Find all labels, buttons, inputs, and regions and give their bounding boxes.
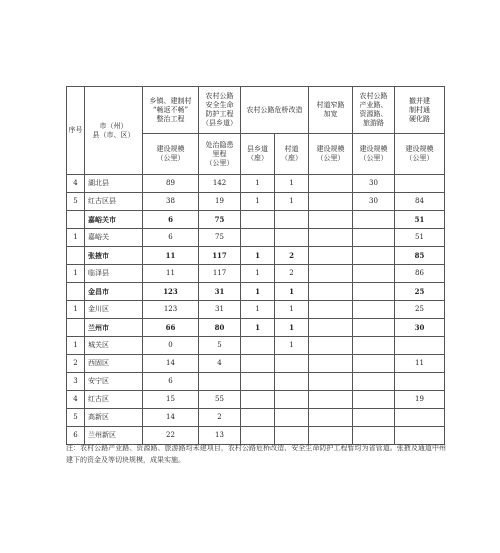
header-col-e: 农村公路 产业路、 资源路、 旅游路 [353,87,395,134]
cell-f [395,175,445,193]
cell-c1: 1 [241,175,275,193]
cell-f: 86 [395,265,445,283]
cell-f [395,373,445,391]
cell-seq [67,319,85,337]
cell-e [353,301,395,319]
cell-c1: 1 [241,283,275,301]
cell-c2 [275,355,309,373]
cell-a: 123 [143,301,199,319]
cell-b: 142 [199,175,241,193]
cell-c1 [241,355,275,373]
cell-c1 [241,409,275,427]
cell-d [309,337,353,355]
table-footnote: 注：农村公路产业路、资源路、旅游路均未建项目，农村公路危桥改造、安全生命防护工程暂均为省管道。张掖及通道中州建下的资金及等切块规模，成果实施。 [66,444,446,464]
cell-d [309,175,353,193]
table-row [67,211,445,229]
header-sub-d: 建设规模 （公里） [309,134,353,175]
cell-c2: 1 [275,337,309,355]
header-col-b: 农村公路 安全生命 防护工程 （县乡道） [199,87,241,134]
table-row [67,229,445,247]
header-col-d: 村道窄路 加宽 [309,87,353,134]
cell-c1: 1 [241,247,275,265]
cell-name: 兰州市 [85,319,143,337]
document-page [66,86,444,445]
cell-e [353,337,395,355]
cell-c1: 1 [241,265,275,283]
cell-e: 30 [353,193,395,211]
cell-name: 张掖市 [85,247,143,265]
cell-d [309,409,353,427]
cell-d [309,319,353,337]
header-sub-c1: 县乡道 （座） [241,134,275,175]
header-row-1 [67,87,445,134]
table-row [67,265,445,283]
cell-name: 兰州新区 [85,427,143,445]
header-sub-b: 处治隐患 里程 （公里） [199,134,241,175]
cell-d [309,391,353,409]
cell-seq: 1 [67,301,85,319]
table-row [67,247,445,265]
cell-seq: 4 [67,391,85,409]
cell-name: 金昌市 [85,283,143,301]
cell-a: 11 [143,265,199,283]
cell-c1 [241,391,275,409]
cell-name: 嘉峪关市 [85,211,143,229]
cell-f: 25 [395,301,445,319]
cell-d [309,355,353,373]
cell-f: 84 [395,193,445,211]
cell-b: 80 [199,319,241,337]
cell-name: 红古区县 [85,193,143,211]
cell-b: 31 [199,301,241,319]
cell-e [353,409,395,427]
cell-name: 金川区 [85,301,143,319]
cell-name: 红古区 [85,391,143,409]
cell-c2 [275,391,309,409]
cell-name: 西固区 [85,355,143,373]
cell-b: 75 [199,229,241,247]
cell-d [309,229,353,247]
cell-a: 6 [143,211,199,229]
cell-f [395,337,445,355]
cell-d [309,283,353,301]
table-row [67,301,445,319]
cell-e [353,211,395,229]
cell-d [309,211,353,229]
cell-c2: 1 [275,301,309,319]
cell-f [395,409,445,427]
cell-a: 0 [143,337,199,355]
cell-a: 11 [143,247,199,265]
cell-seq: 1 [67,229,85,247]
table-row [67,193,445,211]
cell-seq: 6 [67,427,85,445]
cell-f: 25 [395,283,445,301]
cell-b: 117 [199,247,241,265]
cell-a: 66 [143,319,199,337]
table-row [67,373,445,391]
cell-e [353,355,395,373]
cell-c2: 1 [275,283,309,301]
cell-f: 51 [395,229,445,247]
cell-c2: 1 [275,319,309,337]
cell-c2: 1 [275,175,309,193]
cell-d [309,193,353,211]
cell-c1 [241,211,275,229]
cell-c1: 1 [241,193,275,211]
cell-a: 15 [143,391,199,409]
cell-e: 30 [353,175,395,193]
cell-c2 [275,373,309,391]
cell-a: 123 [143,283,199,301]
cell-name: 湖北县 [85,175,143,193]
table-row [67,283,445,301]
cell-seq: 2 [67,355,85,373]
cell-a: 14 [143,409,199,427]
cell-b: 55 [199,391,241,409]
table-row [67,391,445,409]
cell-f: 11 [395,355,445,373]
cell-name: 城关区 [85,337,143,355]
cell-name: 嘉峪关 [85,229,143,247]
cell-seq: 1 [67,265,85,283]
header-col-f: 撤并建 制村通 硬化路 [395,87,445,134]
cell-d [309,265,353,283]
cell-e [353,247,395,265]
cell-f: 85 [395,247,445,265]
cell-b: 13 [199,427,241,445]
cell-b: 4 [199,355,241,373]
cell-a: 14 [143,355,199,373]
header-sub-a: 建设规模 （公里） [143,134,199,175]
cell-e [353,319,395,337]
cell-e [353,373,395,391]
header-col-c: 农村公路危桥改造 [241,87,309,134]
header-sub-e: 建设规模 （公里） [353,134,395,175]
cell-name: 安宁区 [85,373,143,391]
cell-a: 6 [143,373,199,391]
cell-b: 5 [199,337,241,355]
cell-c2 [275,229,309,247]
cell-seq [67,283,85,301]
cell-a: 38 [143,193,199,211]
cell-f: 19 [395,391,445,409]
table-row [67,409,445,427]
header-col-a: 乡镇、建制村 “畅返不畅” 整治工程 [143,87,199,134]
header-seq: 序号 [67,87,85,175]
cell-b: 19 [199,193,241,211]
cell-b [199,373,241,391]
cell-c1 [241,229,275,247]
cell-seq [67,211,85,229]
header-region: 市（州） 县（市、区） [85,87,143,175]
cell-d [309,373,353,391]
cell-e [353,391,395,409]
cell-name: 临泽县 [85,265,143,283]
cell-a: 89 [143,175,199,193]
road-project-table [66,86,445,445]
cell-e [353,229,395,247]
cell-seq: 5 [67,409,85,427]
cell-seq: 5 [67,193,85,211]
cell-seq: 1 [67,337,85,355]
cell-name: 高新区 [85,409,143,427]
table-row [67,319,445,337]
cell-seq: 3 [67,373,85,391]
cell-a: 22 [143,427,199,445]
cell-seq: 4 [67,175,85,193]
cell-b: 75 [199,211,241,229]
cell-c2 [275,409,309,427]
cell-c1: 1 [241,301,275,319]
cell-c2 [275,211,309,229]
header-sub-c2: 村道 （座） [275,134,309,175]
cell-d [309,247,353,265]
table-row [67,337,445,355]
cell-c2: 2 [275,265,309,283]
cell-c1 [241,373,275,391]
cell-e [353,265,395,283]
cell-b: 117 [199,265,241,283]
cell-c2: 1 [275,193,309,211]
cell-c2: 2 [275,247,309,265]
cell-f: 30 [395,319,445,337]
cell-f: 51 [395,211,445,229]
cell-b: 31 [199,283,241,301]
cell-e [353,283,395,301]
cell-a: 6 [143,229,199,247]
table-row [67,175,445,193]
cell-c1: 1 [241,319,275,337]
cell-c1 [241,337,275,355]
cell-seq [67,247,85,265]
cell-b: 2 [199,409,241,427]
table-row [67,355,445,373]
header-sub-f: 建设规模 （公里） [395,134,445,175]
cell-d [309,301,353,319]
